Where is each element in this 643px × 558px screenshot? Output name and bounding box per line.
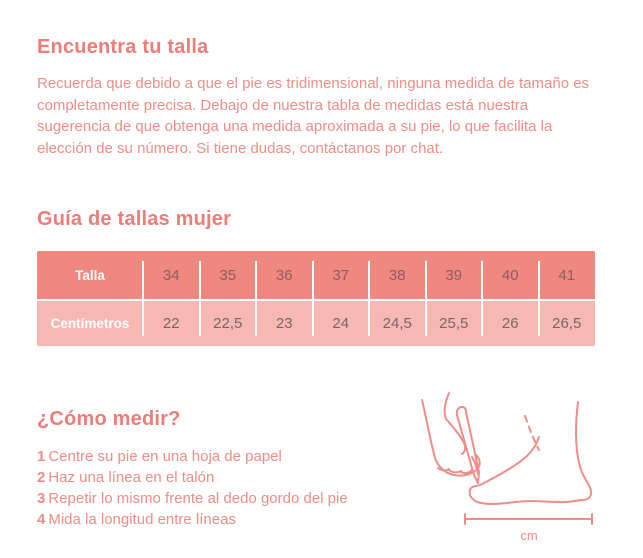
foot-measurement-drawing-icon bbox=[378, 373, 643, 558]
centimeters-row-label: Centímetros bbox=[50, 316, 130, 331]
step-number: 3 bbox=[37, 490, 46, 507]
centimeters-value: 24 bbox=[313, 301, 370, 346]
centimeters-value: 24,5 bbox=[369, 301, 426, 346]
size-value: 40 bbox=[482, 251, 539, 299]
foot-measurement-illustration bbox=[378, 373, 643, 558]
step-text: Mida la longitud entre líneas bbox=[48, 511, 236, 528]
centimeters-value: 22 bbox=[143, 301, 200, 346]
centimeters-value: 26 bbox=[482, 301, 539, 346]
size-value: 35 bbox=[200, 251, 257, 299]
step-text: Centre su pie en una hoja de papel bbox=[48, 448, 282, 465]
women-size-guide-title: Guía de tallas mujer bbox=[37, 208, 232, 230]
size-value: 36 bbox=[256, 251, 313, 299]
centimeters-value: 26,5 bbox=[539, 301, 596, 346]
size-value: 41 bbox=[539, 251, 596, 299]
step-number: 2 bbox=[37, 469, 46, 486]
centimeters-value: 25,5 bbox=[426, 301, 483, 346]
find-your-size-title: Encuentra tu talla bbox=[37, 36, 209, 58]
size-value: 39 bbox=[426, 251, 483, 299]
size-value: 38 bbox=[369, 251, 426, 299]
find-your-size-description: Recuerda que debido a que el pie es tridimensional, ninguna medida de tamaño es completamente precisa. Debajo de nuestra tabla de medidas está nuestra sugerencia de que obtenga una medida aproximada a su pie, lo que facilita la elección de su número. Si tiene dudas, contáctanos por chat. bbox=[37, 75, 590, 157]
cm-unit-label: cm bbox=[520, 528, 538, 543]
step-number: 4 bbox=[37, 511, 46, 528]
size-table-row-sizes bbox=[37, 251, 595, 299]
size-value: 37 bbox=[313, 251, 370, 299]
how-to-measure-title: ¿Cómo medir? bbox=[37, 408, 181, 430]
size-table bbox=[37, 251, 595, 346]
size-value: 34 bbox=[143, 251, 200, 299]
size-table-row-centimeters bbox=[37, 301, 595, 346]
step-number: 1 bbox=[37, 448, 46, 465]
step-text: Haz una línea en el talón bbox=[48, 469, 215, 486]
centimeters-value: 22,5 bbox=[200, 301, 257, 346]
step-text: Repetir lo mismo frente al dedo gordo del pie bbox=[48, 490, 348, 507]
size-row-label: Talla bbox=[75, 267, 105, 283]
centimeters-value: 23 bbox=[256, 301, 313, 346]
